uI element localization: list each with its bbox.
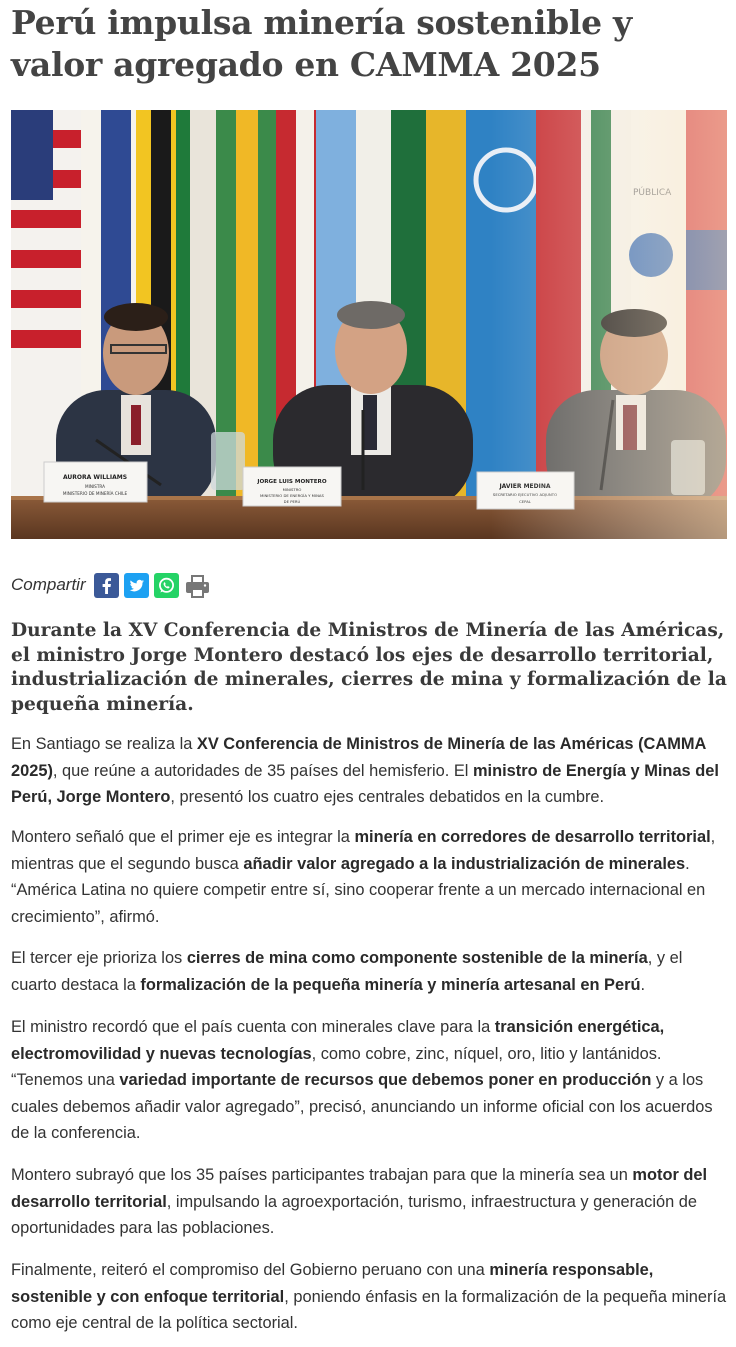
bold-text: añadir valor agregado a la industrialización de minerales [243,854,686,873]
article-lead: Durante la XV Conferencia de Ministros de Minería de las Américas, el ministro Jorge Montero destacó los ejes de desarrollo territorial, industrialización de minerales, cierres de mina y formalización de la pequeña minería. [11,620,727,715]
placard-center [243,467,341,506]
placard-center-role3: DE PERÚ [283,499,301,504]
bold-text: transición energética, electromovilidad y nuevas tecnologías [11,1018,665,1063]
article-title: Perú impulsa minería sostenible y valor agregado en CAMMA 2025 [11,3,632,84]
article-paragraph [11,824,727,930]
article-paragraph [11,731,727,811]
share-bar [11,570,214,600]
text-run: Montero señaló que el primer eje es integrar la [11,828,355,846]
article-paragraph [11,1014,727,1147]
facebook-icon[interactable] [94,573,119,598]
text-run: El ministro recordó que el país cuenta con minerales clave para la [11,1018,495,1036]
text-run: El tercer eje prioriza los [11,949,187,967]
bold-text: cierres de mina como componente sostenible de la minería [186,949,648,967]
bold-text: minería en corredores de desarrollo territorial [354,828,711,846]
text-run: En Santiago se realiza la [11,735,197,753]
article-photo [11,110,727,539]
bold-text: formalización de la pequeña minería y minería artesanal en Perú [140,975,641,994]
article-paragraph [11,1257,727,1337]
text-run: Finalmente, reiteró el compromiso del Gobierno peruano con una [11,1261,490,1279]
article-paragraph [11,945,727,998]
placard-left-role1: MINISTRA [84,484,106,489]
placard-center-name: JORGE LUIS MONTERO [257,479,327,485]
bold-text: motor del desarrollo territorial [11,1166,708,1211]
article-paragraph [11,1162,727,1242]
text-run: . [640,975,646,994]
print-icon[interactable] [184,573,209,598]
placard-left [44,462,147,502]
text-run: , que reúne a autoridades de 35 países del hemisferio. El [52,761,473,780]
text-run: . “América Latina no quiere competir entre sí, sino cooperar frente a un mercado internacional en crecimiento”, afirmó. [11,854,706,926]
text-run: , y el cuarto destaca la [11,949,683,994]
placard-left-role2: MINISTERIO DE MINERÍA CHILE [62,491,128,496]
placard-center-role1: MINISTRO [282,487,302,492]
placard-left-name: AURORA WILLIAMS [62,474,128,481]
text-run: , poniendo énfasis en la formalización de la pequeña minería como eje central de la política sectorial. [11,1287,727,1332]
bold-text: ministro de Energía y Minas del Perú, Jorge Montero [11,761,719,806]
text-run: , presentó los cuatro ejes centrales debatidos en la cumbre. [170,788,605,806]
text-run: , mientras que el segundo busca [11,828,716,873]
text-run: y a los cuales debemos añadir valor agregado”, precisó, anunciando un informe oficial con los acuerdos de la conferencia. [11,1071,713,1142]
text-run: , como cobre, zinc, níquel, oro, litio y lantánidos. “Tenemos una [11,1044,662,1089]
share-label: Compartir [11,575,86,594]
text-run: Montero subrayó que los 35 países participantes trabajan para que la minería sea un [11,1166,633,1184]
bold-text: variedad importante de recursos que debemos poner en producción [119,1071,652,1089]
whatsapp-icon[interactable] [154,573,179,598]
twitter-icon[interactable] [124,573,149,598]
text-run: , impulsando la agroexportación, turismo, infraestructura y generación de oportunidades para las poblaciones. [11,1192,698,1237]
bold-text: minería responsable, sostenible y con enfoque territorial [11,1261,654,1306]
bold-text: XV Conferencia de Ministros de Minería de las Américas (CAMMA 2025) [11,735,706,780]
placard-center-role2: MINISTERIO DE ENERGÍA Y MINAS [260,493,324,498]
